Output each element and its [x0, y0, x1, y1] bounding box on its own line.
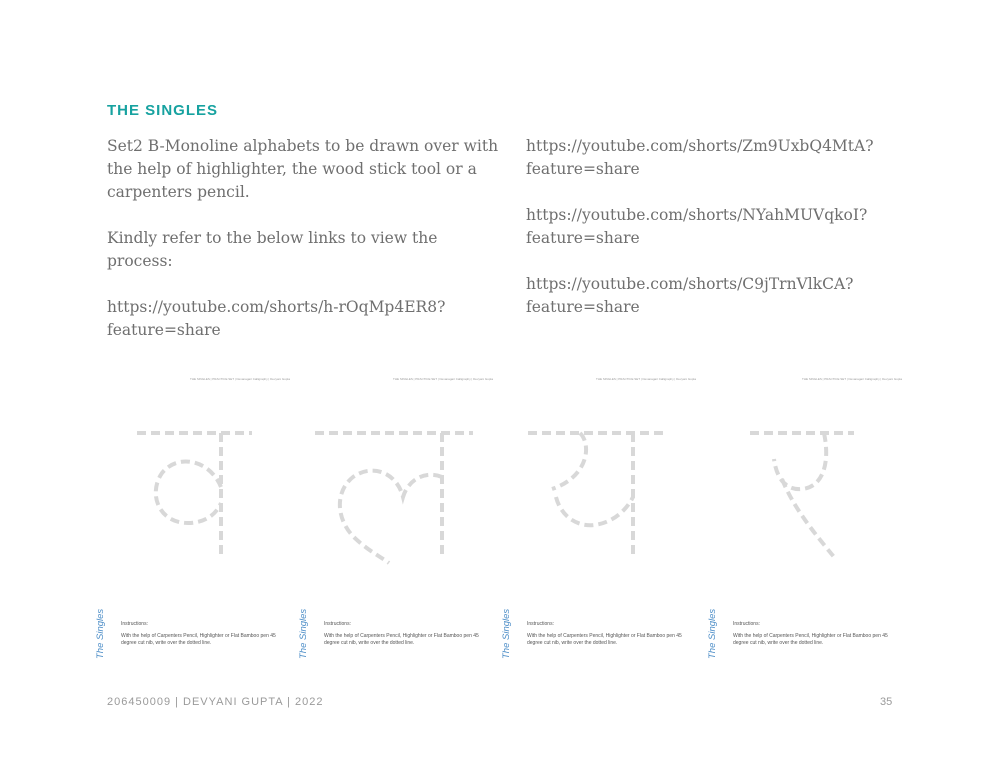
dotted-letter-ra — [712, 415, 912, 575]
video-link-2[interactable]: https://youtube.com/shorts/Zm9UxbQ4MtA?feature=share — [526, 137, 874, 178]
instructions-title: Instructions: — [121, 621, 148, 627]
instructions-text: With the help of Carpenters Pencil, Highlighter or Flat Bamboo pen 45 degree cut nib, write over the dotted line. — [121, 633, 276, 646]
instructions-text: With the help of Carpenters Pencil, Highlighter or Flat Bamboo pen 45 degree cut nib, write over the dotted line. — [527, 633, 682, 646]
footer-credit: 206450009 | DEVYANI GUPTA | 2022 — [107, 696, 324, 708]
sheet-header: THE SINGLES | PRACTICE SET | Devanagari Calligraphy | Devyani Gupta — [802, 377, 902, 381]
page-number: 35 — [880, 696, 893, 708]
side-tab: The Singles — [298, 608, 309, 659]
practice-sheet-1 — [95, 375, 300, 660]
instructions-text: With the help of Carpenters Pencil, Highlighter or Flat Bamboo pen 45 degree cut nib, write over the dotted line. — [324, 633, 479, 646]
side-tab: The Singles — [501, 608, 512, 659]
side-tab: The Singles — [707, 608, 718, 659]
instructions-title: Instructions: — [324, 621, 351, 627]
right-column — [526, 135, 926, 342]
left-column — [107, 135, 507, 342]
video-link-3[interactable]: https://youtube.com/shorts/NYahMUVqkoI?feature=share — [526, 206, 868, 247]
side-tab: The Singles — [95, 608, 106, 659]
sheet-header: THE SINGLES | PRACTICE SET | Devanagari Calligraphy | Devyani Gupta — [190, 377, 290, 381]
video-link-4[interactable]: https://youtube.com/shorts/C9jTrnVlkCA?feature=share — [526, 275, 854, 316]
practice-sheet-2 — [298, 375, 503, 660]
video-link-1[interactable]: https://youtube.com/shorts/h-rOqMp4ER8?feature=share — [107, 298, 446, 339]
instructions-title: Instructions: — [733, 621, 760, 627]
practice-sheet-4 — [707, 375, 912, 660]
dotted-letter-va — [100, 415, 300, 575]
dotted-letter-ya — [506, 415, 706, 575]
instructions-title: Instructions: — [527, 621, 554, 627]
instructions-text: With the help of Carpenters Pencil, Highlighter or Flat Bamboo pen 45 degree cut nib, write over the dotted line. — [733, 633, 888, 646]
instruction-paragraph: Kindly refer to the below links to view the process: — [107, 229, 438, 270]
sheet-header: THE SINGLES | PRACTICE SET | Devanagari Calligraphy | Devyani Gupta — [596, 377, 696, 381]
practice-sheet-3 — [501, 375, 706, 660]
section-heading: THE SINGLES — [107, 102, 219, 119]
description-paragraph: Set2 B-Monoline alphabets to be drawn over with the help of highlighter, the wood stick tool or a carpenters pencil. — [107, 137, 499, 201]
sheet-header: THE SINGLES | PRACTICE SET | Devanagari Calligraphy | Devyani Gupta — [393, 377, 493, 381]
dotted-letter-la — [303, 415, 503, 575]
